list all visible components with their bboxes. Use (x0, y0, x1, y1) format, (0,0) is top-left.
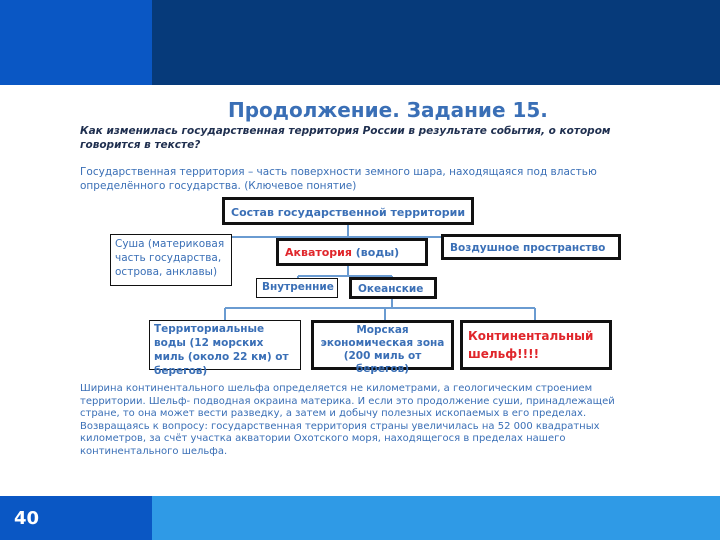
box-land-label: Суша (материковая часть государства, острова, анклавы) (115, 238, 225, 278)
explanation-paragraph-2: Возвращаясь к вопросу: государственная территория страны увеличилась на 52 000 квадратных километров, за счёт участка акватории Охотского моря, находящегося в пределах нашего континентального шельфа. (80, 420, 600, 457)
box-shelf-label: Континентальный шельф!!!! (468, 329, 594, 361)
box-internal-label: Внутренние (262, 281, 334, 293)
box-land (110, 234, 232, 286)
explanation-text (80, 383, 630, 458)
slide-title: Продолжение. Задание 15. (228, 98, 548, 122)
box-oceanic-label: Океанские (358, 283, 424, 295)
box-shelf (460, 320, 612, 370)
footer-band-right (152, 496, 720, 540)
box-air (441, 234, 621, 260)
box-territorial-waters (149, 320, 301, 377)
box-internal (256, 278, 338, 298)
box-root-label: Состав государственной территории (231, 206, 466, 219)
box-territorial-waters-label: Территориальные воды (12 морских миль (около 22 км) от берегов) (154, 323, 289, 377)
definition-text: Государственная территория – часть поверхности земного шара, находящаяся под властью определённого государства. (Ключевое понятие) (80, 166, 597, 192)
box-air-label: Воздушное пространство (450, 242, 606, 254)
question-text: Как изменилась государственная территория России в результате события, о котором говорится в тексте? (80, 125, 611, 151)
box-water (276, 238, 428, 266)
box-water-label-red: Акватория (285, 246, 352, 259)
box-eez (311, 320, 454, 375)
box-eez-label: Морская экономическая зона (200 миль от берегов) (320, 324, 445, 375)
page-number: 40 (14, 508, 40, 529)
explanation-paragraph-1: Ширина континентального шельфа определяется не километрами, а геологическим строением территории. Шельф- подводная окраина материка. И если это продолжение суши, принадлежащей стране, то она может вести разведку, а затем и добычу полезных ископаемых в его пределах. (80, 383, 615, 419)
box-water-label-rest: (воды) (351, 246, 400, 259)
box-oceanic (349, 277, 437, 299)
box-root (222, 197, 474, 225)
